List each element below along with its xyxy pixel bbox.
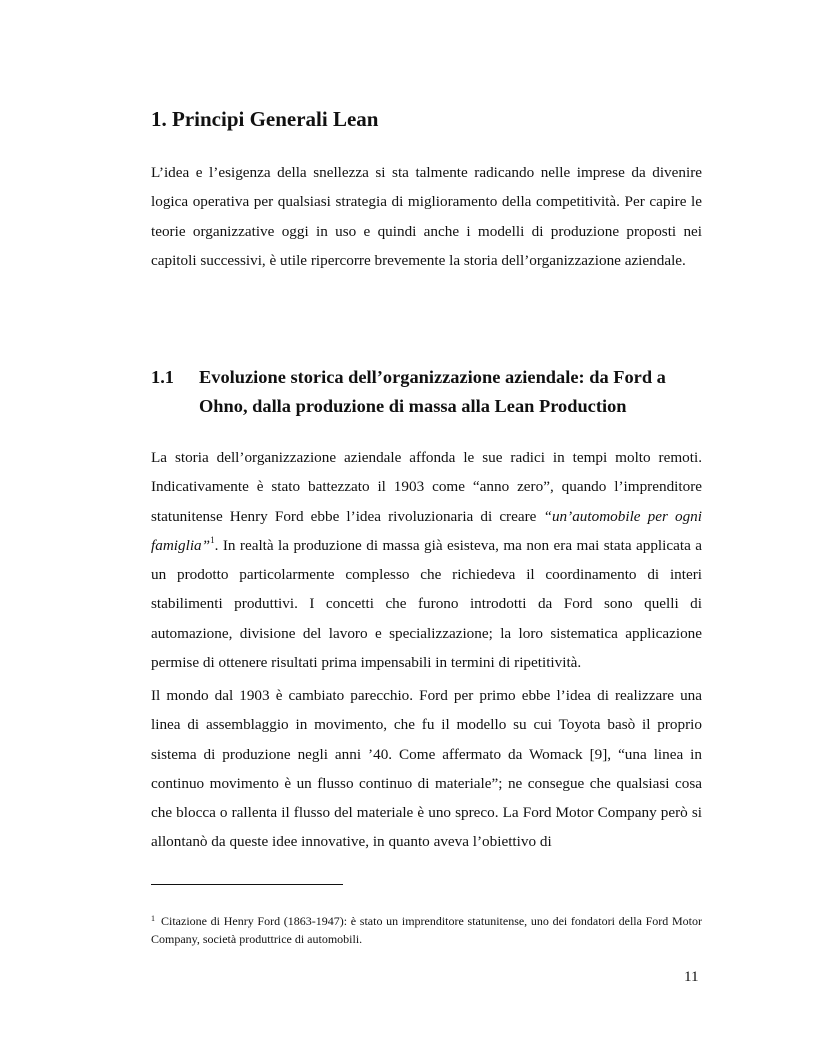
history-text-end: . In realtà la produzione di massa già esisteva, ma non era mai stata applicata a un prodotto particolarmente complesso che richiedeva il coordinamento di interi stabilimenti produttivi. I concetti che furono introdotti da Ford sono quelli di automazione, divisione del lavoro e specializzazione; la loro sistematica applicazione permise di ottenere risultati prima impensabili in termini di ripetitività.	[151, 536, 702, 672]
footnote-separator	[151, 884, 343, 885]
subsection-title: Evoluzione storica dell’organizzazione aziendale: da Ford a Ohno, dalla produzione di massa alla Lean Production	[199, 367, 666, 416]
footnote	[151, 913, 702, 947]
subsection-number: 1.1	[151, 367, 174, 387]
history-paragraph	[151, 443, 702, 677]
ford-quote: “un’automobile per ogni famiglia”	[151, 507, 702, 554]
section-heading: 1. Principi Generali Lean	[151, 107, 379, 131]
footnote-reference[interactable]: 1	[210, 534, 215, 545]
assembly-line-paragraph: Il mondo dal 1903 è cambiato parecchio. Ford per primo ebbe l’idea di realizzare una linea di assemblaggio in movimento, che fu il modello su cui Toyota basò il proprio sistema di produzione negli anni ’40. Come affermato da Womack [9], “una linea in continuo movimento è un flusso continuo di materiale”; ne consegue che qualsiasi cosa che blocca o rallenta il flusso del materiale è uno spreco. La Ford Motor Company però si allontanò da queste idee innovative, in quanto aveva l’obiettivo di	[151, 687, 702, 851]
intro-paragraph: L’idea e l’esigenza della snellezza si sta talmente radicando nelle imprese da divenire logica operativa per qualsiasi strategia di miglioramento della competitività. Per capire le teorie organizzative oggi in uso e quindi anche i modelli di produzione proposti nei capitoli successivi, è utile ripercorre brevemente la storia dell’organizzazione aziendale.	[151, 164, 702, 269]
history-text-start: La storia dell’organizzazione aziendale affonda le sue radici in tempi molto remoti. Indicativamente è stato battezzato il 1903 come “anno zero”, quando l’imprenditore statunitense Henry Ford ebbe l’idea rivoluzionaria di creare	[151, 449, 702, 525]
footnote-text: Citazione di Henry Ford (1863-1947): è stato un imprenditore statunitense, uno dei fondatori della Ford Motor Company, società produttrice di automobili.	[151, 914, 702, 946]
footnote-mark: 1	[151, 914, 155, 923]
subsection-heading	[151, 363, 711, 421]
page-number: 11	[684, 968, 699, 985]
